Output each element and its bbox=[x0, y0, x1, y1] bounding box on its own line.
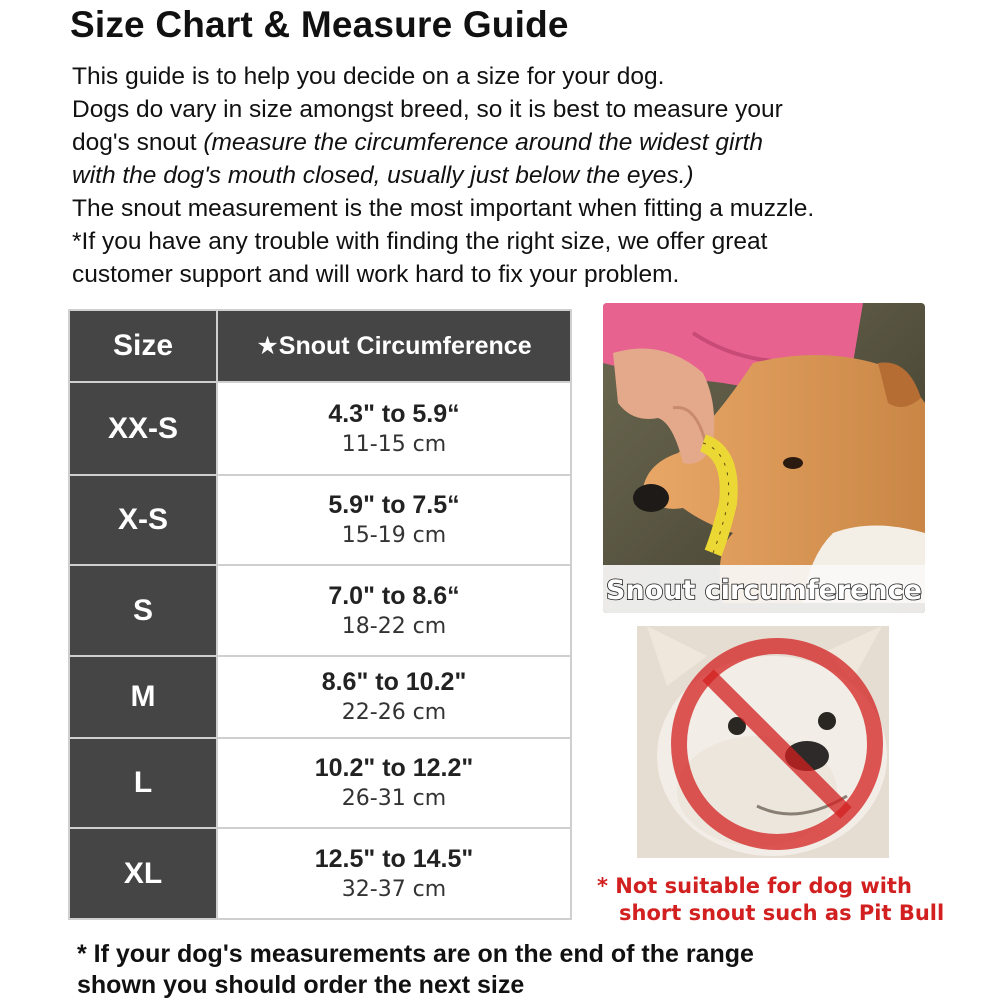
snout-value bbox=[218, 383, 570, 474]
table-row bbox=[70, 566, 570, 655]
page-title: Size Chart & Measure Guide bbox=[70, 4, 569, 45]
snout-value bbox=[218, 829, 570, 918]
snout-value bbox=[218, 566, 570, 655]
intro-line bbox=[72, 159, 977, 192]
cm-range: 22-26 cm bbox=[341, 700, 447, 725]
inch-range: 8.6" to 10.2" bbox=[321, 668, 467, 696]
size-label: X-S bbox=[70, 476, 216, 564]
table-row bbox=[70, 829, 570, 918]
intro-text bbox=[72, 60, 977, 291]
inch-range: 12.5" to 14.5" bbox=[314, 844, 474, 873]
cm-range: 15-19 cm bbox=[341, 523, 447, 548]
intro-line: Dogs do vary in size amongst breed, so it is best to measure your bbox=[72, 96, 783, 123]
intro-line-italic: (measure the circumference around the widest girth bbox=[203, 129, 764, 156]
snout-value bbox=[218, 657, 570, 737]
intro-line: customer support and will work hard to fix your problem. bbox=[72, 261, 680, 288]
size-label: M bbox=[70, 657, 216, 737]
short-snout-warning bbox=[597, 873, 945, 927]
size-label: S bbox=[70, 566, 216, 655]
cm-range: 32-37 cm bbox=[341, 876, 447, 902]
warning-line: * Not suitable for dog with bbox=[597, 874, 912, 898]
footer-line: shown you should order the next size bbox=[77, 971, 525, 999]
table-row bbox=[70, 476, 570, 564]
header-size: Size bbox=[70, 311, 216, 381]
inch-range: 10.2" to 12.2" bbox=[314, 754, 474, 782]
warning-line: short snout such as Pit Bull bbox=[619, 901, 945, 925]
snout-value bbox=[218, 476, 570, 564]
short-snout-dog-photo bbox=[637, 626, 889, 858]
intro-line-italic: with the dog's mouth closed, usually just below the eyes.) bbox=[72, 162, 694, 189]
intro-line: This guide is to help you decide on a size for your dog. bbox=[72, 63, 665, 90]
intro-line: *If you have any trouble with finding the right size, we offer great bbox=[72, 228, 768, 255]
inch-range: 4.3" to 5.9“ bbox=[328, 399, 460, 428]
footer-note bbox=[77, 939, 977, 1001]
prohibited-dog-illustration bbox=[637, 626, 889, 858]
table-row bbox=[70, 739, 570, 827]
cm-range: 26-31 cm bbox=[341, 786, 447, 811]
footer-line: * If your dog's measurements are on the end of the range bbox=[77, 940, 754, 968]
header-snout-circumference: ★Snout Circumference bbox=[218, 311, 570, 381]
cm-range: 18-22 cm bbox=[341, 613, 447, 639]
intro-line bbox=[72, 126, 977, 159]
inch-range: 5.9" to 7.5“ bbox=[328, 491, 460, 519]
table-row bbox=[70, 383, 570, 474]
size-table bbox=[68, 309, 572, 920]
snout-measuring-illustration bbox=[603, 303, 925, 613]
snout-circumference-caption: Snout circumference bbox=[606, 575, 922, 606]
inch-range: 7.0" to 8.6“ bbox=[328, 581, 460, 610]
cm-range: 11-15 cm bbox=[341, 431, 447, 457]
snout-value bbox=[218, 739, 570, 827]
table-header-row bbox=[70, 311, 570, 381]
intro-line: The snout measurement is the most important when fitting a muzzle. bbox=[72, 195, 815, 222]
size-label: XL bbox=[70, 829, 216, 918]
snout-measuring-photo bbox=[603, 303, 925, 613]
table-row bbox=[70, 657, 570, 737]
size-label: L bbox=[70, 739, 216, 827]
intro-line-plain: dog's snout bbox=[72, 129, 204, 156]
size-label: XX-S bbox=[70, 383, 216, 474]
